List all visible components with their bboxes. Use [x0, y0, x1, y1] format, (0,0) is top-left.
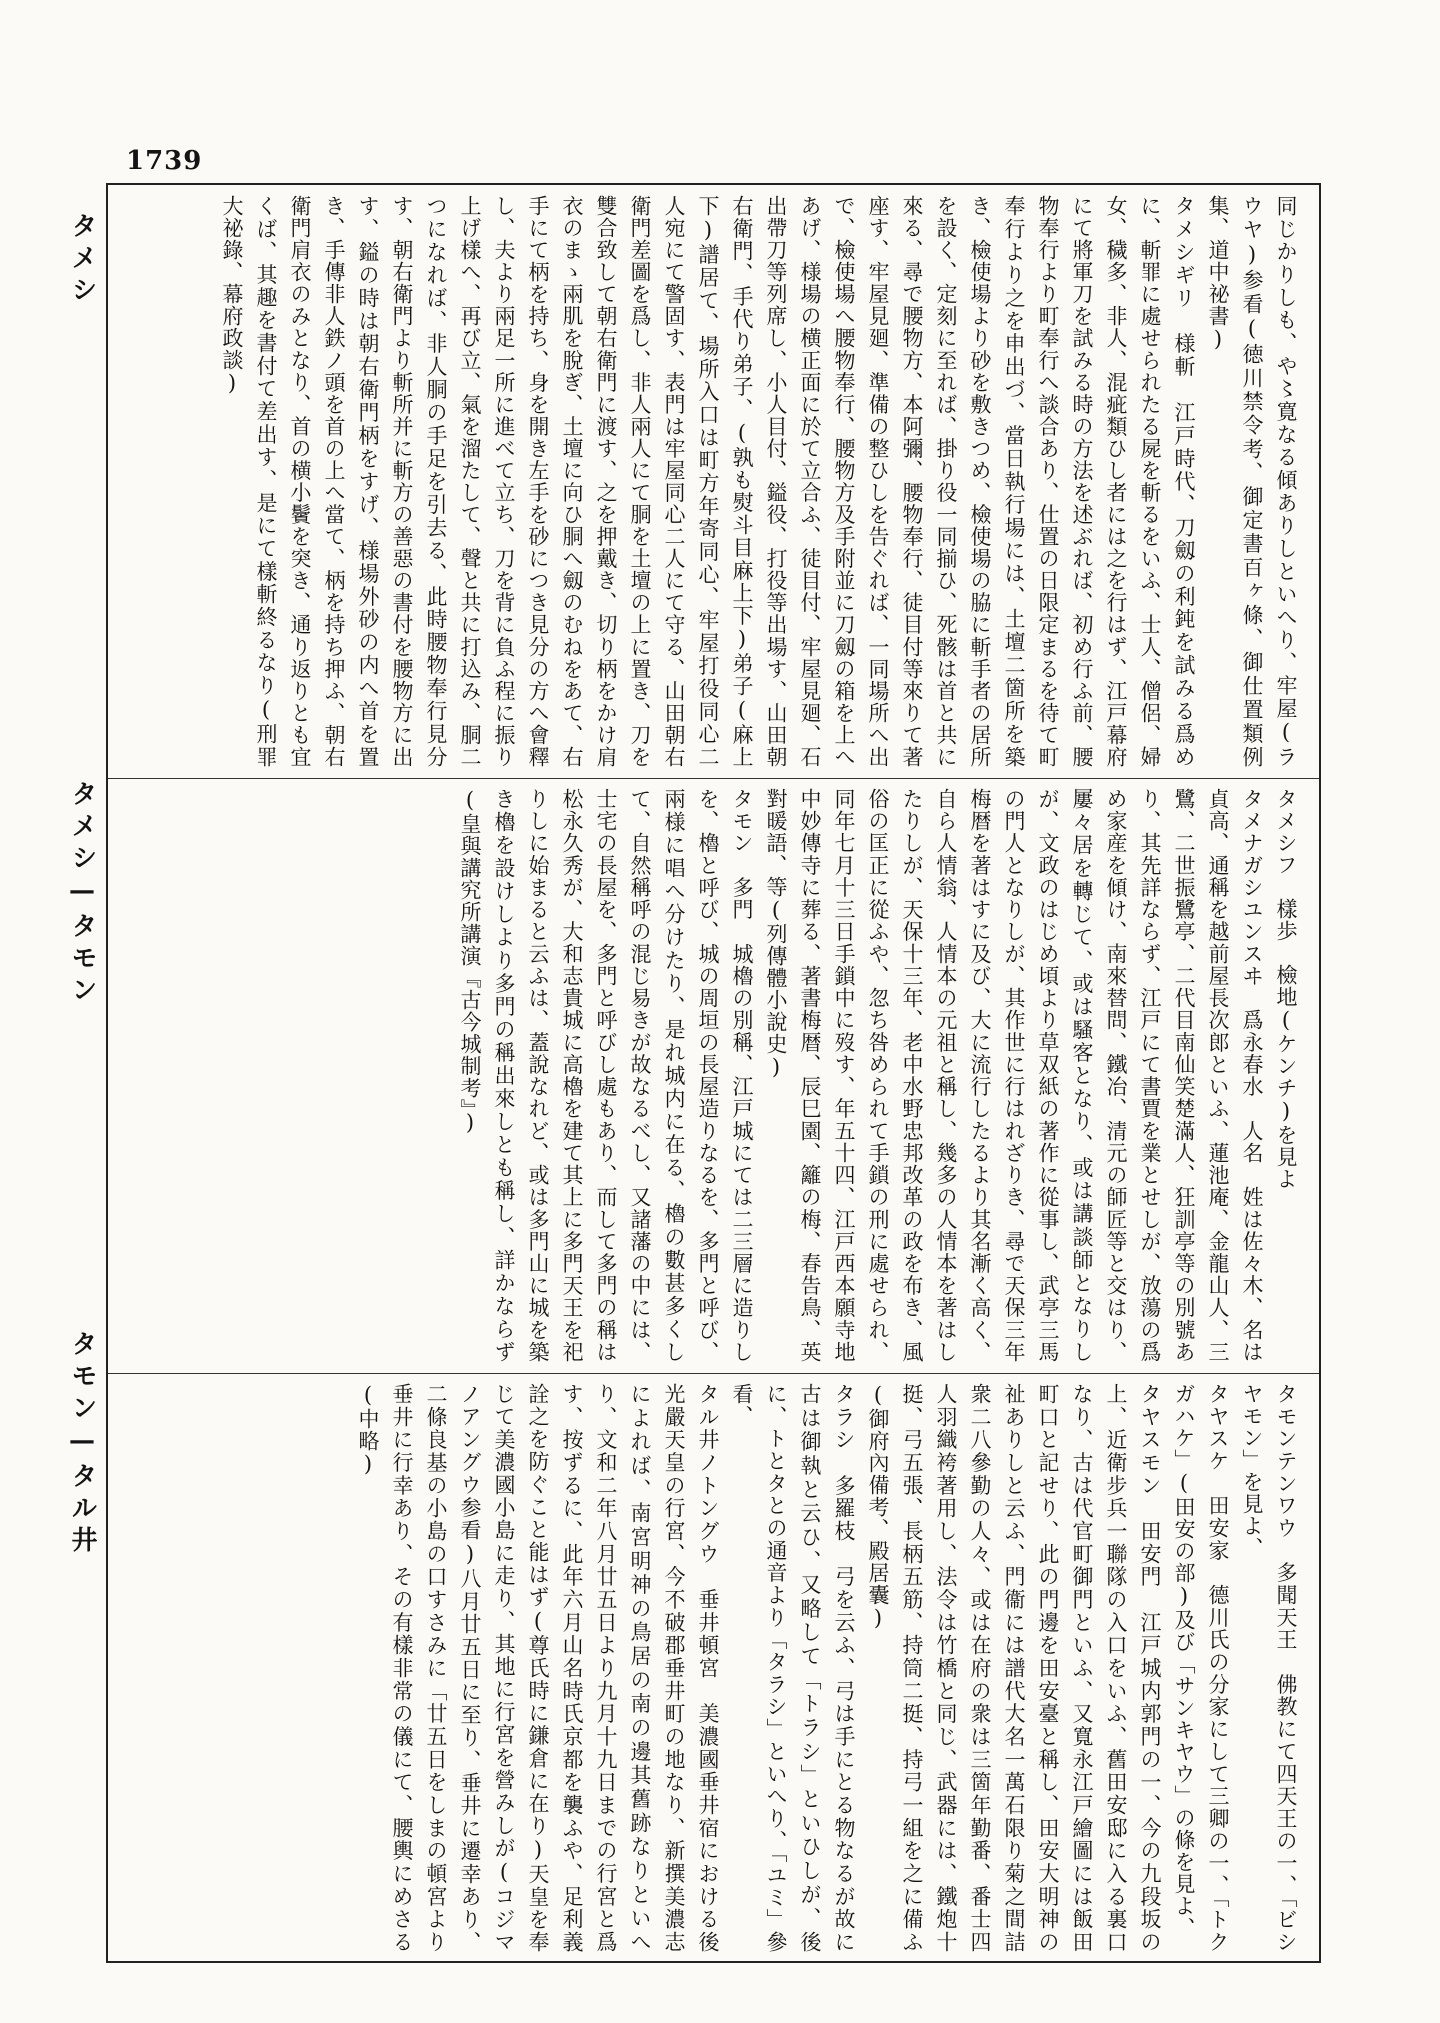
side-label-bottom: タモン—タル井	[67, 1330, 97, 1558]
section-bottom-text	[120, 1383, 1303, 1953]
paragraph: タモン 多門 城櫓の別稱、江戸城にては二三層に造りしを、櫓と呼び、城の周垣の長屋造りなるを、多門と呼び、兩様に唱へ分けたり、是れ城内に在る、櫓の數甚多くして、自然稱呼の混じ易きが故なるべし、又諸藩の中には、士宅の長屋を、多門と呼びし處もあり、而して多門の稱は松永久秀が、大和志貴城に高櫓を建て其上に多門天王を祀りしに始まると云ふは、蓋說なれど、或は多門山に城を築き櫓を設けしより多門の稱出來しとも稱し、詳かならず(皇與講究所講演『古今城制考』)	[458, 788, 754, 1363]
section-middle	[108, 778, 1319, 1373]
paragraph: タメシギリ 様斬 江戸時代、刀劔の利鈍を試みる爲めに、斬罪に處せられたる屍を斬るをいふ、士人、僧侶、婦女、穢多、非人、混疵類ひし者には之を行はず、江戸幕府にて將軍刀を試みる時の方法を述ぶれば、初め行ふ前、腰物奉行より町奉行へ談合あり、仕置の日限定まるを待て町奉行より之を申出づ、當日執行場には、土壇二箇所を築き、檢使場より砂を敷きつめ、檢使場の脇に斬手者の居所を設く、定刻に至れば、掛り役一同揃ひ、死骸は首と共に來る、尋で腰物方、本阿彌、腰物奉行、徒目付等來りて著座す、牢屋見廻、準備の整ひしを告ぐれば、一同場所へ出で、檢使場へ腰物奉行、腰物方及手附並に刀劔の箱を上へあげ、様場の横正面に於て立合ふ、徒目付、牢屋見廻、石出帶刀等列席し、小人目付、鎰役、打役等出場す、山田朝右衛門、手代り弟子、(孰も熨斗目麻上下)弟子(麻上下)譜居て、場所入口は町方年寄同心、牢屋打役同心二人宛にて警固す、表門は牢屋同心二人にて守る、山田朝右衛門差圖を爲し、非人兩人にて胴を土壇の上に置き、刀を雙合致して朝右衛門に渡す、之を押戴き、切り柄をかけ肩衣のまゝ兩肌を脫ぎ、土壇に向ひ胴へ劔のむねをあて、右手にて柄を持ち、身を開き左手を砂につき見分の方へ會釋し、夫より兩足一所に進べて立ち、刀を背に負ふ程に振り上げ樣へ、再び立、氣を溜たして、聲と共に打込み、胴二つになれば、非人胴の手足を引去る、此時腰物奉行見分す、朝右衛門より斬所并に斬方の善惡の書付を腰物方に出す、鎰の時は朝右衛門柄をすげ、様場外砂の内へ首を置き、手傳非人鉄ノ頭を首の上へ當て、柄を持ち押ふ、朝右衛門肩衣のみとなり、首の横小鬢を突き、通り返りとも宜くば、其趣を書付て差出す、是にて樣斬終るなり(刑罪大祕錄、幕府政談)	[220, 195, 1196, 768]
section-middle-text	[120, 788, 1303, 1363]
paragraph: タル井ノトングウ 垂井頓宮 美濃國垂井宿における後光嚴天皇の行宮、今不破郡垂井町の地なり、新撰美濃志によれば、南宮明神の鳥居の南の邊其舊跡なりといへり、文和二年八月廿五日より九月十九日までの行宮と爲す、按ずるに、此年六月山名時氏京都を襲ふや、足利義詮之を防ぐこと能はず(尊氏時に鎌倉に在り)天皇を奉じて美濃國小島に走り、其地に行宮を營みしが(コジマノアングウ参看)八月廿五日に至り、垂井に遷幸あり、二條良基の小島の口すさみに「廿五日をしまの頓宮より垂井に行幸あり、その有樣非常の儀にて、腰輿にめさる(中略)	[356, 1383, 720, 1953]
paragraph: タメシフ 樣歩 檢地(ケンチ)を見よ	[1274, 788, 1298, 1190]
paragraph: タメナガシユンスヰ 爲永春水 人名 姓は佐々木、名は貞高、通稱を越前屋長次郎といふ、蓮池庵、金龍山人、三鷺、二世振鷺亭、二代目南仙笑楚滿人、狂訓亭等の別號あり、其先詳ならず、江戸にて書賈を業とせしが、放蕩の爲め家産を傾け、南來替問、鐵冶、清元の師匠等と交はり、屢々居を轉じて、或は騷客となり、或は講談師となりしが、文政のはじめ頃より草双紙の著作に從事し、武亭三馬の門人となりしが、其作世に行はれざりき、尋で天保三年梅暦を著はすに及び、大に流行したるより其名漸く高く、自ら人情翁、人情本の元祖と稱し、幾多の人情本を著はしたりしが、天保十三年、老中水野忠邦改革の政を布き、風俗の匡正に從ふや、忽ち咎められて手鎖の刑に處せられ、同年七月十三日手鎖中に歿す、年五十四、江戸西本願寺地中妙傳寺に葬る、著書梅暦、辰巳園、籬の梅、春告鳥、英對暖語、等(列傳體小說史)	[764, 788, 1264, 1363]
paragraph: タヤスモン 田安門 江戸城内郭門の一、今の九段坂の上、近衛步兵一聯隊の入口をいふ、舊田安邸に入る裏口なり、古は代官町御門といふ、又寬永江戸繪圖には飯田町口と記せり、此の門邊を田安臺と稱し、田安大明神の祉ありしと云ふ、門衞には譜代大名一萬石限り菊之間詰衆二八參勤の人々、或は在府の衆は三箇年勤番、番士四人羽織袴著用し、法令は竹橋と同じ、武器には、鐵炮十挺、弓五張、長柄五筋、持筒二挺、持弓一組を之に備ふ(御府內備考、殿居囊)	[866, 1383, 1162, 1953]
paragraph: タラシ 多羅枝 弓を云ふ、弓は手にとる物なるが故に古は御執と云ひ、又略して「トラシ」といひしが、後に、トとタとの通音より「タラシ」といへり、「ユミ」參看、	[730, 1383, 856, 1953]
section-top-text	[120, 195, 1303, 768]
page-frame	[106, 183, 1321, 1963]
page-number: 1739	[126, 146, 203, 176]
paragraph: タヤスケ 田安家 德川氏の分家にして三卿の一、「トクガハケ」(田安の部)及び「サンキヤウ」の條を見よ、	[1172, 1383, 1230, 1953]
side-label-middle: タメシ—タモン	[67, 780, 97, 1008]
section-bottom	[108, 1373, 1319, 1963]
paragraph: 同じかりしも、や〻寛なる傾ありしといへり、牢屋(ラウヤ)参看(徳川禁令考、御定書百ヶ條、御仕置類例集、道中祕書)	[1206, 195, 1298, 768]
paragraph: タモンテンワウ 多聞天王 佛教にて四天王の一、「ビシヤモン」を見よ、	[1240, 1383, 1298, 1953]
side-label-top: タメシ	[67, 212, 97, 308]
section-top	[108, 185, 1319, 778]
